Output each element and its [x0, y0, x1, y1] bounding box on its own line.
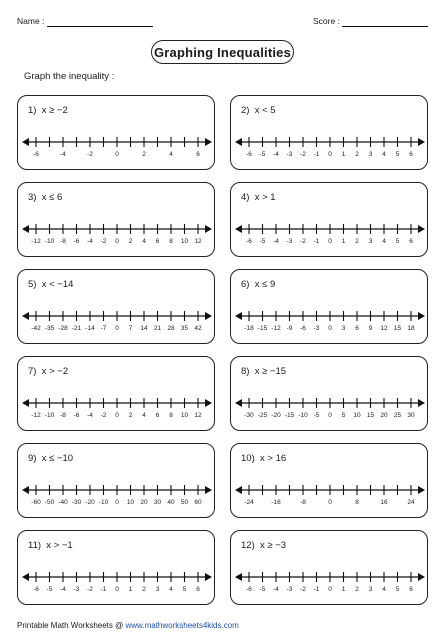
footer: [17, 621, 239, 630]
tick-label: 4: [169, 586, 173, 593]
tick-label: 6: [196, 151, 200, 158]
problem-label: 7) x > −2: [28, 366, 69, 377]
number-line[interactable]: [231, 444, 429, 519]
tick-label: -1: [313, 586, 320, 593]
score-label: Score :: [313, 16, 340, 26]
tick-label: -30: [244, 412, 254, 419]
tick-label: 16: [380, 499, 388, 506]
tick-label: 3: [368, 586, 373, 593]
tick-label: 3: [368, 151, 373, 158]
tick-label: -6: [73, 412, 80, 419]
tick-label: -2: [87, 151, 93, 158]
tick-label: 24: [407, 499, 415, 506]
tick-label: 4: [142, 412, 146, 419]
title-text: Graphing Inequalities: [153, 44, 292, 60]
tick-label: -50: [44, 499, 55, 506]
tick-label: -8: [60, 412, 66, 419]
tick-label: 5: [182, 586, 187, 593]
tick-label: -5: [259, 586, 266, 593]
tick-label: 2: [142, 586, 146, 593]
tick-label: 30: [407, 412, 415, 419]
tick-label: 4: [169, 151, 173, 158]
problem-label: 11) x > −1: [28, 540, 73, 551]
left-arrow: [235, 399, 242, 407]
tick-label: 30: [153, 499, 162, 506]
tick-label: 12: [380, 325, 388, 332]
left-arrow: [235, 312, 242, 320]
footer-site-link[interactable]: www.mathworksheets4kids.com: [125, 621, 239, 630]
right-arrow: [205, 225, 212, 233]
worksheet-title: [151, 40, 294, 64]
tick-label: -1: [100, 586, 107, 593]
tick-label: -10: [298, 412, 308, 419]
tick-label: 7: [128, 325, 133, 332]
tick-label: 10: [180, 238, 189, 245]
tick-label: 40: [167, 499, 175, 506]
tick-label: 12: [194, 412, 202, 419]
tick-label: -24: [244, 499, 254, 506]
tick-label: 4: [142, 238, 146, 245]
tick-label: -6: [33, 151, 39, 158]
tick-label: -7: [100, 325, 107, 332]
score-line[interactable]: [342, 26, 428, 27]
number-line[interactable]: [18, 96, 216, 171]
problem-card: [230, 95, 428, 170]
left-arrow: [22, 138, 29, 146]
tick-label: 60: [194, 499, 202, 506]
tick-label: -4: [60, 586, 66, 593]
tick-label: 6: [409, 238, 413, 245]
left-arrow: [22, 399, 29, 407]
tick-label: -30: [71, 499, 82, 506]
instruction-text: Graph the inequality :: [24, 71, 115, 82]
tick-label: -6: [73, 238, 80, 245]
tick-label: 1: [341, 151, 346, 158]
problem-card: [17, 182, 215, 257]
tick-label: 3: [368, 238, 373, 245]
number-line[interactable]: [231, 183, 429, 258]
tick-label: -10: [44, 238, 55, 245]
tick-label: -25: [257, 412, 268, 419]
tick-label: 6: [155, 412, 160, 419]
footer-prefix: Printable Math Worksheets @: [17, 621, 126, 630]
tick-label: -18: [244, 325, 254, 332]
right-arrow: [205, 312, 212, 320]
tick-label: 0: [115, 412, 119, 419]
tick-label: -1: [313, 151, 320, 158]
right-arrow: [418, 573, 425, 581]
tick-label: 2: [128, 412, 133, 419]
tick-label: -6: [246, 586, 252, 593]
right-arrow: [205, 399, 212, 407]
tick-label: -4: [87, 412, 93, 419]
tick-label: -3: [286, 151, 293, 158]
tick-label: 6: [155, 238, 160, 245]
left-arrow: [22, 312, 29, 320]
tick-label: 5: [341, 412, 346, 419]
tick-label: -10: [98, 499, 109, 506]
tick-label: 3: [341, 325, 346, 332]
problem-card: [230, 530, 428, 605]
tick-label: 25: [393, 412, 402, 419]
tick-label: 0: [328, 499, 332, 506]
tick-label: -14: [85, 325, 95, 332]
tick-label: 5: [395, 586, 400, 593]
left-arrow: [235, 138, 242, 146]
left-arrow: [235, 486, 242, 494]
tick-label: -12: [31, 238, 41, 245]
tick-label: 6: [196, 586, 200, 593]
tick-label: -12: [31, 412, 41, 419]
tick-label: 4: [382, 238, 386, 245]
tick-label: 0: [328, 151, 332, 158]
tick-label: 15: [366, 412, 375, 419]
tick-label: 0: [328, 586, 332, 593]
problem-label: 8) x ≥ −15: [241, 366, 287, 377]
tick-label: -8: [60, 238, 66, 245]
tick-label: 0: [115, 586, 119, 593]
tick-label: -2: [100, 238, 107, 245]
right-arrow: [418, 225, 425, 233]
number-line[interactable]: [18, 270, 216, 345]
tick-label: -2: [87, 586, 93, 593]
number-line[interactable]: [18, 357, 216, 432]
tick-label: 8: [169, 238, 173, 245]
number-line[interactable]: [18, 183, 216, 258]
problem-label: 12) x ≥ −3: [241, 540, 287, 551]
left-arrow: [235, 225, 242, 233]
tick-label: 1: [341, 238, 346, 245]
tick-label: -4: [87, 238, 93, 245]
left-arrow: [22, 486, 29, 494]
problem-card: [17, 95, 215, 170]
tick-label: 2: [355, 586, 359, 593]
problem-label: 4) x > 1: [241, 192, 276, 203]
tick-label: -20: [85, 499, 95, 506]
tick-label: -6: [300, 325, 306, 332]
tick-label: -4: [273, 238, 279, 245]
tick-label: -6: [33, 586, 39, 593]
tick-label: 42: [194, 325, 202, 332]
problem-label: 1) x ≥ −2: [28, 105, 68, 116]
tick-label: 1: [128, 586, 133, 593]
tick-label: 10: [126, 499, 135, 506]
tick-label: 21: [153, 325, 162, 332]
problem-card: [230, 182, 428, 257]
tick-label: -21: [71, 325, 82, 332]
tick-label: -3: [313, 325, 320, 332]
tick-label: 0: [328, 325, 332, 332]
tick-label: 5: [395, 238, 400, 245]
problem-card: [17, 443, 215, 518]
tick-label: 6: [409, 586, 413, 593]
tick-label: 10: [180, 412, 189, 419]
tick-label: -12: [271, 325, 281, 332]
tick-label: 6: [409, 151, 413, 158]
tick-label: 4: [382, 151, 386, 158]
problem-card: [230, 269, 428, 344]
problem-card: [230, 443, 428, 518]
tick-label: 35: [180, 325, 189, 332]
tick-label: -28: [58, 325, 68, 332]
tick-label: -5: [46, 586, 53, 593]
problem-card: [17, 269, 215, 344]
tick-label: -3: [286, 586, 293, 593]
tick-label: 20: [380, 412, 388, 419]
name-label: Name :: [17, 16, 45, 26]
name-line[interactable]: [47, 26, 153, 27]
tick-label: -60: [31, 499, 41, 506]
tick-label: -5: [259, 238, 266, 245]
right-arrow: [418, 486, 425, 494]
tick-label: 14: [140, 325, 148, 332]
tick-label: -15: [257, 325, 268, 332]
tick-label: 0: [328, 238, 332, 245]
tick-label: -2: [100, 412, 107, 419]
problem-card: [17, 530, 215, 605]
tick-label: -16: [271, 499, 281, 506]
tick-label: -9: [286, 325, 293, 332]
tick-label: -10: [44, 412, 55, 419]
right-arrow: [205, 138, 212, 146]
tick-label: 5: [395, 151, 400, 158]
number-line[interactable]: [18, 444, 216, 519]
tick-label: -8: [300, 499, 306, 506]
tick-label: -5: [259, 151, 266, 158]
tick-label: -6: [246, 238, 252, 245]
tick-label: -2: [300, 151, 306, 158]
tick-label: 2: [128, 238, 133, 245]
number-line[interactable]: [231, 357, 429, 432]
number-line[interactable]: [231, 270, 429, 345]
tick-label: 1: [341, 586, 346, 593]
tick-label: -1: [313, 238, 320, 245]
right-arrow: [205, 573, 212, 581]
problem-label: 3) x ≤ 6: [28, 192, 63, 203]
problem-card: [230, 356, 428, 431]
tick-label: -4: [60, 151, 66, 158]
tick-label: 0: [115, 151, 119, 158]
tick-label: 6: [355, 325, 359, 332]
tick-label: 3: [155, 586, 160, 593]
tick-label: -20: [271, 412, 281, 419]
tick-label: 15: [393, 325, 402, 332]
problem-label: 2) x < 5: [241, 105, 276, 116]
tick-label: 20: [140, 499, 148, 506]
tick-label: 0: [328, 412, 332, 419]
tick-label: 2: [355, 151, 359, 158]
problem-label: 5) x < −14: [28, 279, 74, 290]
tick-label: 2: [355, 238, 359, 245]
left-arrow: [22, 225, 29, 233]
left-arrow: [22, 573, 29, 581]
tick-label: -3: [286, 238, 293, 245]
tick-label: -35: [44, 325, 55, 332]
tick-label: -4: [273, 586, 279, 593]
number-line[interactable]: [231, 531, 429, 606]
tick-label: 0: [115, 238, 119, 245]
tick-label: -6: [246, 151, 252, 158]
right-arrow: [205, 486, 212, 494]
problem-label: 9) x ≤ −10: [28, 453, 74, 464]
tick-label: 4: [382, 586, 386, 593]
tick-label: -2: [300, 238, 306, 245]
left-arrow: [235, 573, 242, 581]
tick-label: 12: [194, 238, 202, 245]
tick-label: 50: [180, 499, 189, 506]
right-arrow: [418, 312, 425, 320]
right-arrow: [418, 138, 425, 146]
tick-label: -15: [284, 412, 295, 419]
tick-label: 9: [368, 325, 373, 332]
tick-label: -42: [31, 325, 41, 332]
problem-label: 10) x > 16: [241, 453, 287, 464]
tick-label: 8: [169, 412, 173, 419]
tick-label: 10: [353, 412, 361, 419]
tick-label: -5: [313, 412, 320, 419]
tick-label: 18: [407, 325, 415, 332]
tick-label: -4: [273, 151, 279, 158]
tick-label: 0: [115, 499, 119, 506]
number-line[interactable]: [231, 96, 429, 171]
tick-label: 0: [115, 325, 119, 332]
tick-label: 8: [355, 499, 359, 506]
problem-label: 6) x ≤ 9: [241, 279, 276, 290]
right-arrow: [418, 399, 425, 407]
tick-label: 28: [167, 325, 175, 332]
tick-label: -40: [58, 499, 68, 506]
tick-label: 2: [142, 151, 146, 158]
number-line[interactable]: [18, 531, 216, 606]
tick-label: -2: [300, 586, 306, 593]
tick-label: -3: [73, 586, 80, 593]
problem-card: [17, 356, 215, 431]
